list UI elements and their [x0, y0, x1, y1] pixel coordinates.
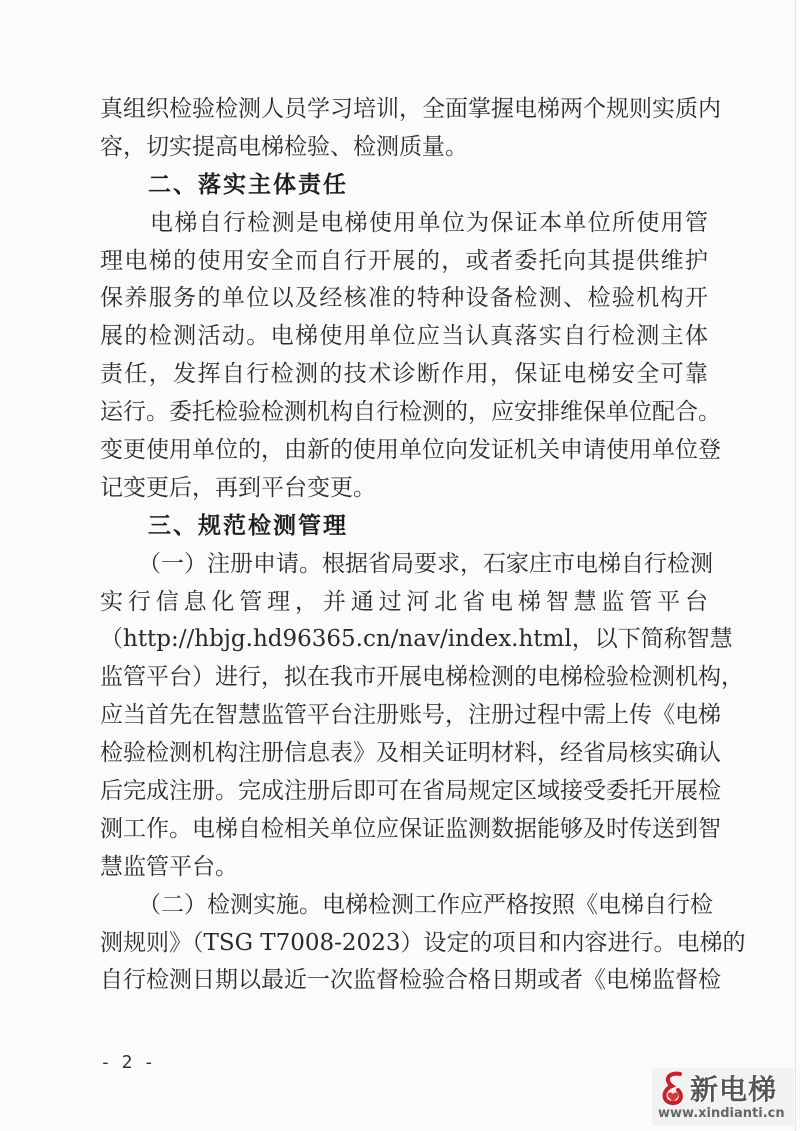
text-line: 应当首先在智慧监管平台注册账号，注册过程中需上传《电梯 [100, 702, 721, 729]
page-edge [795, 0, 796, 1131]
text-line: 运行。委托检验检测机构自行检测的，应安排维保单位配合。 [100, 399, 721, 426]
watermark-url: www.xindianti.cn [658, 1106, 785, 1121]
text-line: 测规则》（TSG T7008-2023）设定的项目和内容进行。电梯的 [100, 929, 746, 956]
text-line: 测工作。电梯自检相关单位应保证监测数据能够及时传送到智 [100, 815, 721, 842]
text-line: 自行检测日期以最近一次监督检验合格日期或者《电梯监督检 [100, 967, 721, 994]
text-line: 保养服务的单位以及经核准的特种设备检测、检验机构开 [100, 285, 708, 312]
text-line: 监管平台）进行，拟在我市开展电梯检测的电梯检验检测机构， [100, 664, 744, 691]
text-line: 实行信息化管理，并通过河北省电梯智慧监管平台 [100, 588, 708, 615]
xindianti-logo-icon [658, 1070, 688, 1106]
text-line: 责任，发挥自行检测的技术诊断作用，保证电梯安全可靠 [100, 361, 708, 388]
text-line: （一）注册申请。根据省局要求，石家庄市电梯自行检测 [138, 550, 713, 577]
text-line: 理电梯的使用安全而自行开展的，或者委托向其提供维护 [100, 247, 708, 274]
text-line: 慧监管平台。 [100, 853, 238, 880]
watermark-name: 新电梯 [690, 1073, 778, 1106]
text-line: 电梯自行检测是电梯使用单位为保证本单位所使用管 [150, 209, 708, 236]
watermark [652, 1068, 794, 1126]
text-line: 展的检测活动。电梯使用单位应当认真落实自行检测主体 [100, 323, 708, 350]
text-line: 后完成注册。完成注册后即可在省局规定区域接受委托开展检 [100, 778, 721, 805]
text-line: 记变更后，再到平台变更。 [100, 474, 376, 501]
text-line: 检验检测机构注册信息表》及相关证明材料，经省局核实确认 [100, 740, 721, 767]
text-line: 真组织检验检测人员学习培训，全面掌握电梯两个规则实质内 [100, 96, 721, 122]
page-number: - 2 - [100, 1052, 155, 1073]
section-heading: 二、落实主体责任 [148, 171, 348, 198]
text-line: 容，切实提高电梯检验、检测质量。 [100, 133, 468, 160]
text-line: （http://hbjg.hd96365.cn/nav/index.html，以下简称智慧 [100, 626, 733, 653]
document-body [100, 91, 746, 1000]
text-line: 变更使用单位的，由新的使用单位向发证机关申请使用单位登 [100, 437, 721, 464]
text-line: （二）检测实施。电梯检测工作应严格按照《电梯自行检 [138, 891, 713, 918]
section-heading: 三、规范检测管理 [148, 512, 348, 539]
